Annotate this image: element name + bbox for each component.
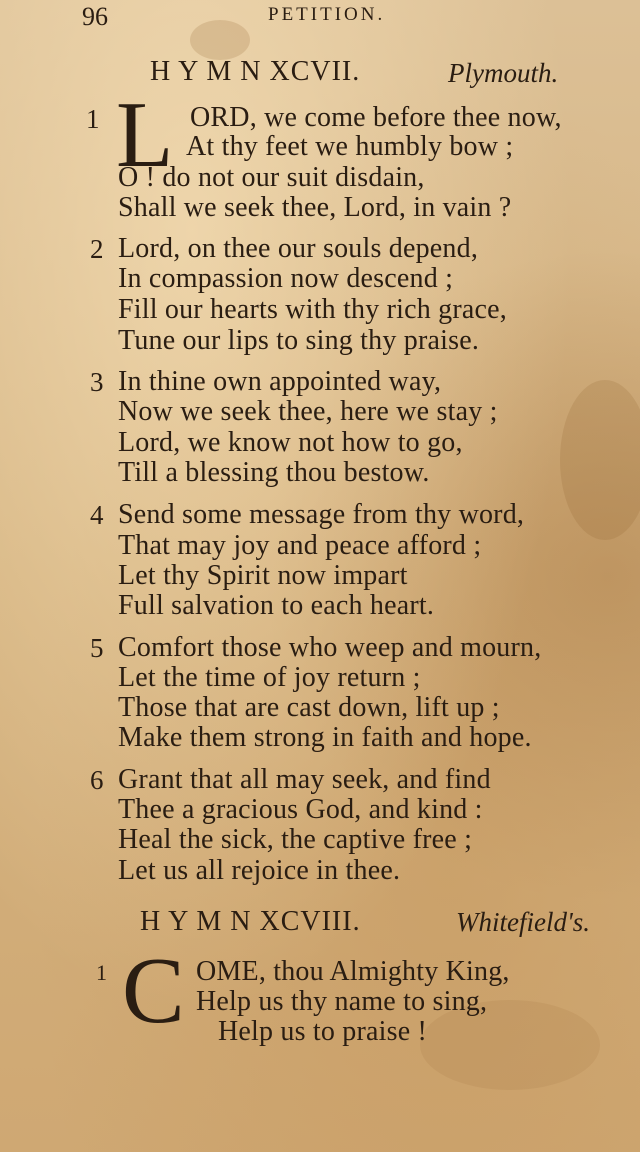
- verse-line: That may joy and peace afford ;: [118, 530, 482, 561]
- verse-line: Grant that all may seek, and find: [118, 764, 491, 795]
- hymn-tune: Plymouth.: [448, 58, 559, 88]
- verse-line: Help us thy name to sing,: [196, 986, 488, 1017]
- hymn-tune: Whitefield's.: [456, 907, 590, 937]
- verse-number: 6: [90, 765, 104, 795]
- verse-line: Now we seek thee, here we stay ;: [118, 396, 498, 427]
- verse-line: Comfort those who weep and mourn,: [118, 632, 542, 663]
- verse-line: Thee a gracious God, and kind :: [118, 794, 483, 825]
- running-title: PETITION.: [268, 4, 386, 25]
- verse-line: Lord, on thee our souls depend,: [118, 233, 479, 264]
- verse-line: Tune our lips to sing thy praise.: [118, 325, 480, 356]
- hymn-title: H Y M N XCVII.: [150, 56, 361, 87]
- verse-line: ORD, we come before thee now,: [190, 102, 562, 133]
- verse-line: O ! do not our suit disdain,: [118, 162, 425, 193]
- verse-number: 5: [90, 633, 104, 663]
- verse-line: Heal the sick, the captive free ;: [118, 824, 473, 855]
- verse-line: Those that are cast down, lift up ;: [118, 692, 500, 723]
- drop-cap: L: [116, 83, 174, 187]
- hymn-title: H Y M N XCVIII.: [140, 906, 361, 937]
- verse-line: Shall we seek thee, Lord, in vain ?: [118, 192, 512, 223]
- verse-line: In thine own appointed way,: [118, 366, 442, 397]
- verse-line: Fill our hearts with thy rich grace,: [118, 294, 507, 325]
- verse-line: Till a blessing thou bestow.: [118, 457, 430, 488]
- verse-line: OME, thou Almighty King,: [196, 956, 510, 987]
- verse-number: 1: [96, 960, 107, 985]
- verse-line: Send some message from thy word,: [118, 499, 525, 530]
- drop-cap: C: [122, 939, 185, 1043]
- verse-line: At thy feet we humbly bow ;: [186, 131, 514, 162]
- page-number: 96: [82, 2, 108, 31]
- verse-number: 3: [90, 367, 104, 397]
- verse-line: Make them strong in faith and hope.: [118, 722, 532, 753]
- verse-line: Let the time of joy return ;: [118, 662, 421, 693]
- edge-stain: [560, 380, 640, 540]
- verse-number: 1: [86, 104, 100, 134]
- verse-line: In compassion now descend ;: [118, 263, 454, 294]
- verse-number: 4: [90, 500, 104, 530]
- verse-number: 2: [90, 234, 104, 264]
- verse-line: Help us to praise !: [218, 1016, 428, 1047]
- verse-line: Let us all rejoice in thee.: [118, 855, 401, 886]
- ink-stain: [190, 20, 250, 60]
- verse-line: Let thy Spirit now impart: [118, 560, 408, 591]
- verse-line: Full salvation to each heart.: [118, 590, 435, 621]
- verse-line: Lord, we know not how to go,: [118, 427, 463, 458]
